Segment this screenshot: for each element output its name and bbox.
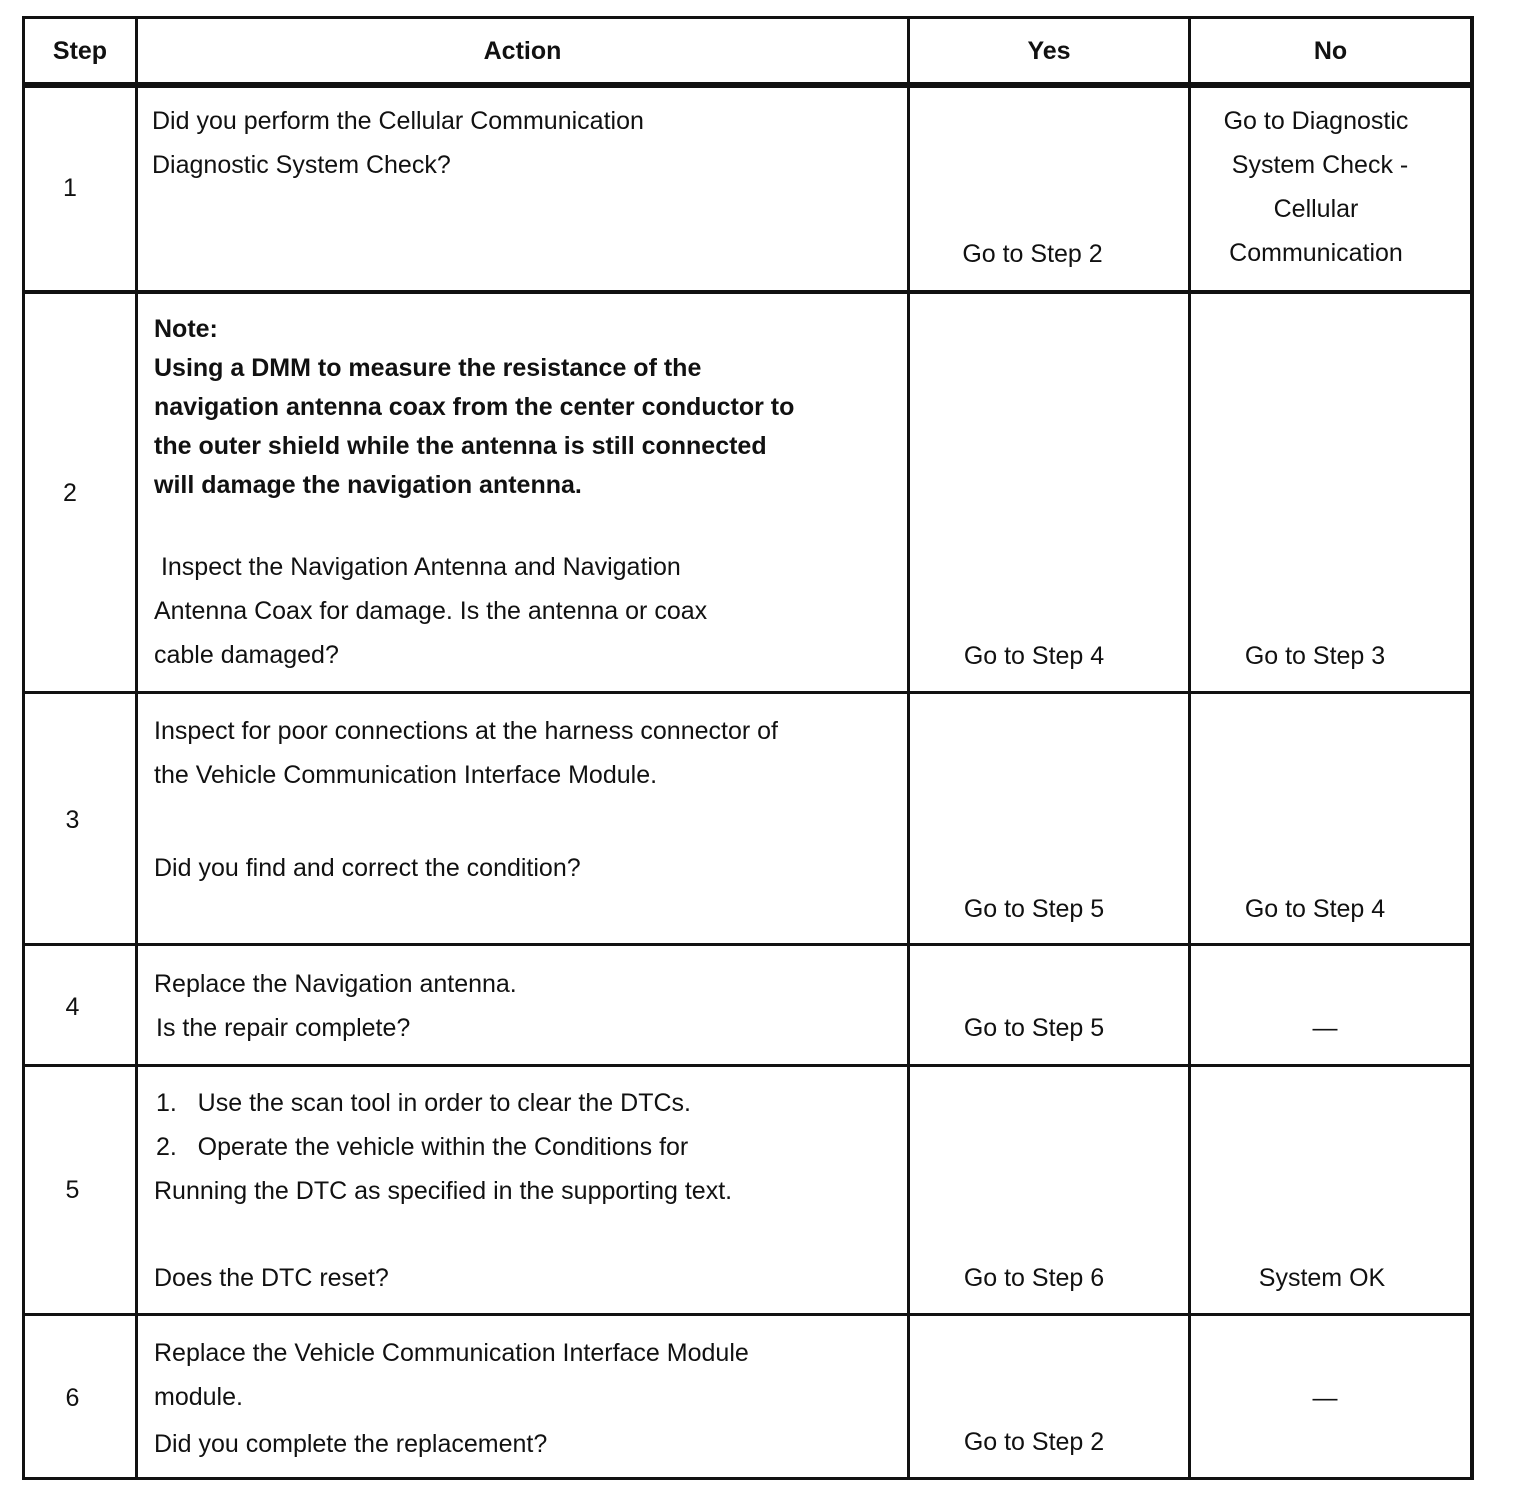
step-number: 1 — [63, 174, 77, 202]
column-divider — [135, 16, 138, 1480]
no-action: — — [1312, 1384, 1338, 1412]
action-text: 1. Use the scan tool in order to clear the DTCs. 2. Operate the vehicle within the Conditions for Running the DTC as specified in the supporting text. — [154, 1089, 733, 1205]
action-text: Inspect the Navigation Antenna and Navigation Antenna Coax for damage. Is the antenna or coax cable damaged? — [154, 553, 708, 669]
header-action: Action — [483, 37, 562, 65]
step-number: 5 — [65, 1176, 80, 1204]
table-border-bottom — [22, 1477, 1474, 1480]
header-yes: Yes — [1027, 37, 1071, 65]
question-text: Did you find and correct the condition? — [154, 854, 581, 882]
no-action: System OK — [1258, 1264, 1386, 1292]
step-number: 3 — [65, 806, 80, 834]
action-text: Inspect for poor connections at the harness connector of the Vehicle Communication Interface Module. — [154, 717, 778, 789]
step-number: 4 — [65, 993, 80, 1021]
row-divider — [22, 1064, 1474, 1067]
yes-action: Go to Step 2 — [962, 240, 1103, 268]
question-text: Does the DTC reset? — [154, 1264, 389, 1292]
no-action: Go to Step 3 — [1244, 642, 1386, 670]
yes-action: Go to Step 4 — [963, 642, 1105, 670]
row-divider — [22, 691, 1474, 694]
row-divider — [22, 943, 1474, 946]
table-border-left — [22, 16, 25, 1480]
no-action: Go to Diagnostic System Check - Cellular Communication — [1223, 107, 1409, 267]
row-divider — [22, 290, 1474, 294]
yes-action: Go to Step 5 — [963, 1014, 1105, 1042]
action-text: Did you perform the Cellular Communication Diagnostic System Check? — [152, 107, 644, 179]
table-border-right — [1470, 16, 1474, 1480]
step-number: 6 — [65, 1384, 80, 1412]
yes-action: Go to Step 2 — [963, 1428, 1105, 1456]
action-text: Replace the Vehicle Communication Interface Module module. Did you complete the replacement? — [154, 1339, 749, 1458]
header-no: No — [1313, 37, 1348, 65]
action-text: Replace the Navigation antenna. Is the repair complete? — [154, 970, 517, 1042]
header-step: Step — [52, 37, 108, 65]
no-action: Go to Step 4 — [1244, 895, 1386, 923]
note-text: Note: Using a DMM to measure the resistance of the navigation antenna coax from the center conductor to the outer shield while the antenna is still connected will damage the navigation antenna. — [154, 315, 795, 499]
no-action: — — [1312, 1014, 1338, 1042]
diagnostic-table — [22, 16, 1474, 1480]
step-number: 2 — [63, 479, 77, 507]
yes-action: Go to Step 6 — [963, 1264, 1105, 1292]
row-divider — [22, 1313, 1474, 1316]
yes-action: Go to Step 5 — [963, 895, 1105, 923]
